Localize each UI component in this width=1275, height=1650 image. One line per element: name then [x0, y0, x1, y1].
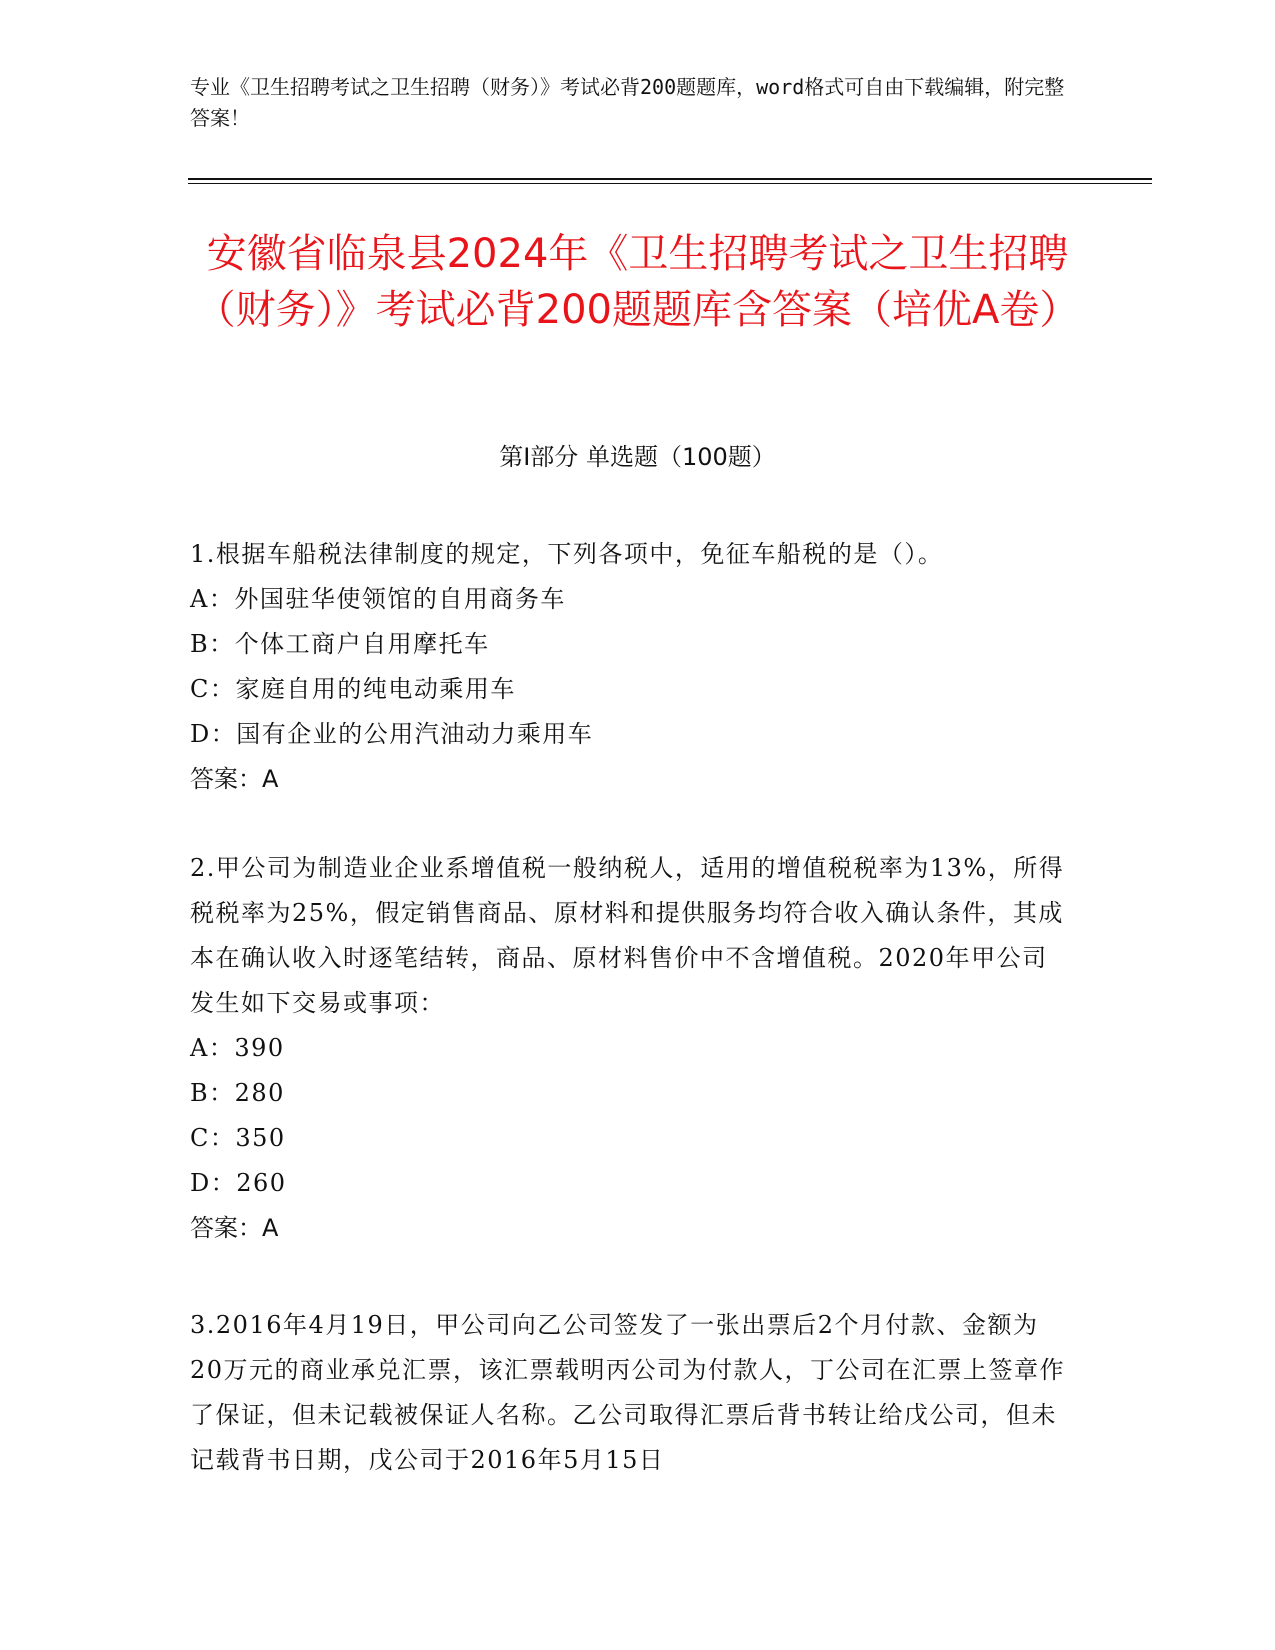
option-a: A：390: [190, 1034, 285, 1062]
option-b: B：280: [190, 1079, 285, 1107]
question-stem: 2.甲公司为制造业企业系增值税一般纳税人，适用的增值税税率为13%，所得税税率为25%，假定销售商品、原材料和提供服务均符合收入确认条件，其成本在确认收入时逐笔结转，商品、原材料售价中不含增值税。2020年甲公司发生如下交易或事项：: [190, 854, 1065, 1017]
option-c: C：350: [190, 1124, 286, 1152]
header-note: 专业《卫生招聘考试之卫生招聘（财务）》考试必背200题题库，word格式可自由下载编辑，附完整答案！: [190, 75, 1065, 130]
question-3: [190, 1303, 1070, 1483]
option-b: B：个体工商户自用摩托车: [190, 630, 490, 658]
answer-line: 答案：A: [190, 1214, 279, 1242]
section-heading: 第Ⅰ部分 单选题（100题）: [499, 443, 776, 471]
header-divider-thick: [188, 178, 1152, 180]
option-c: C：家庭自用的纯电动乘用车: [190, 675, 516, 703]
answer-line: 答案：A: [190, 765, 279, 793]
option-d: D：260: [190, 1169, 287, 1197]
option-a: A：外国驻华使领馆的自用商务车: [190, 585, 566, 613]
question-stem: 1.根据车船税法律制度的规定，下列各项中，免征车船税的是（）。: [190, 540, 944, 568]
question-1: [190, 532, 1070, 802]
option-d: D：国有企业的公用汽油动力乘用车: [190, 720, 594, 748]
header-divider-thin: [188, 183, 1152, 184]
document-title: 安徽省临泉县2024年《卫生招聘考试之卫生招聘（财务）》考试必背200题题库含答案（培优A卷）: [195, 231, 1080, 333]
question-2: [190, 846, 1070, 1251]
question-stem: 3.2016年4月19日，甲公司向乙公司签发了一张出票后2个月付款、金额为20万元的商业承兑汇票，该汇票载明丙公司为付款人，丁公司在汇票上签章作了保证，但未记载被保证人名称。乙公司取得汇票后背书转让给戊公司，但未记载背书日期，戊公司于2016年5月15日: [190, 1311, 1066, 1474]
